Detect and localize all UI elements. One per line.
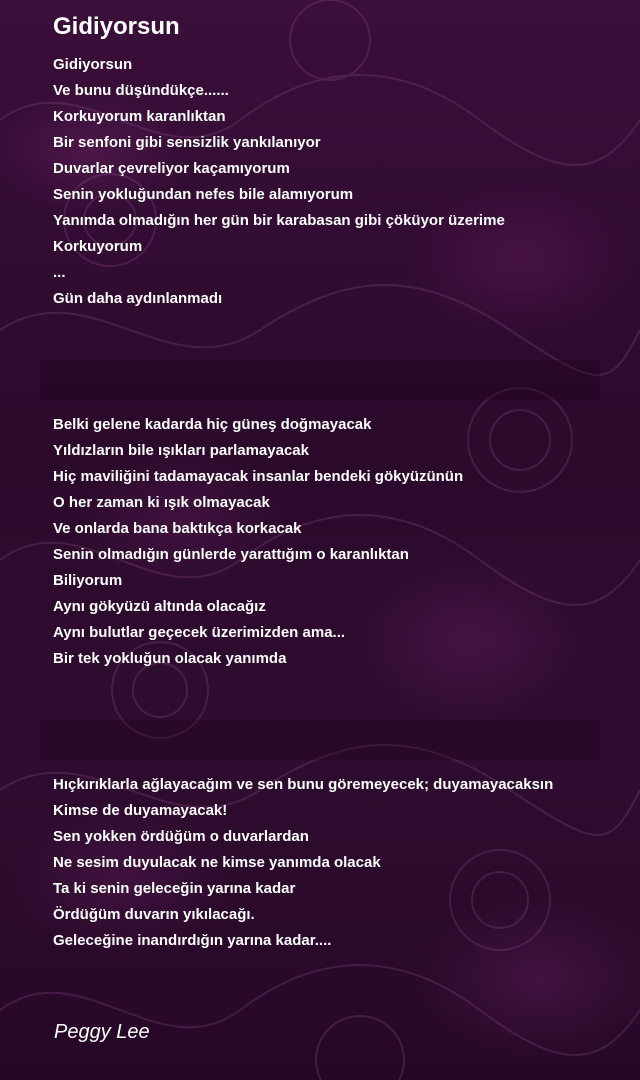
poem-line: Hiç maviliğini tadamayacak insanlar bendeki gökyüzünün — [53, 468, 464, 485]
stanza-divider-band — [40, 720, 600, 760]
poem-line: Ta ki senin geleceğin yarına kadar — [53, 880, 296, 897]
poem-line: Kimse de duyamayacak! — [53, 802, 228, 819]
poem-line: Ördüğüm duvarın yıkılacağı. — [53, 906, 255, 923]
poem-line: Aynı gökyüzü altında olacağız — [53, 598, 266, 615]
poem-line: Yıldızların bile ışıkları parlamayacak — [53, 442, 309, 459]
poem-line: Sen yokken ördüğüm o duvarlardan — [53, 828, 309, 845]
poem-line: Senin yokluğundan nefes bile alamıyorum — [53, 186, 354, 203]
poem-line: Gidiyorsun — [53, 56, 133, 73]
poem-line: Korkuyorum karanlıktan — [53, 108, 226, 125]
poem-line: Biliyorum — [53, 572, 123, 589]
poem-line: Bir tek yokluğun olacak yanımda — [53, 650, 287, 667]
poem-line: Ve onlarda bana baktıkça korkacak — [53, 520, 302, 537]
poem-line: Ne sesim duyulacak ne kimse yanımda olacak — [53, 854, 381, 871]
poem-line: Hıçkırıklarla ağlayacağım ve sen bunu göremeyecek; duyamayacaksın — [53, 776, 554, 793]
poem-line: Ve bunu düşündükçe...... — [53, 82, 229, 99]
poem-line: Gün daha aydınlanmadı — [53, 290, 223, 307]
poem-stanza-3 — [53, 772, 553, 954]
poem-line: Aynı bulutlar geçecek üzerimizden ama... — [53, 624, 346, 641]
poem-line: Geleceğine inandırdığın yarına kadar.... — [53, 932, 332, 949]
poem-line: ... — [53, 264, 66, 281]
poem-author: Peggy Lee — [54, 1021, 150, 1043]
poem-line: Korkuyorum — [53, 238, 143, 255]
poem-line: Bir senfoni gibi sensizlik yankılanıyor — [53, 134, 321, 151]
poem-stanza-1 — [53, 52, 505, 312]
poem-line: Duvarlar çevreliyor kaçamıyorum — [53, 160, 290, 177]
poem-line: O her zaman ki ışık olmayacak — [53, 494, 270, 511]
poem-line: Yanımda olmadığın her gün bir karabasan gibi çöküyor üzerime — [53, 212, 505, 229]
poem-line: Belki gelene kadarda hiç güneş doğmayacak — [53, 416, 372, 433]
poem-stanza-2 — [53, 412, 463, 672]
stanza-divider-band — [40, 360, 600, 400]
poem-line: Senin olmadığın günlerde yarattığım o karanlıktan — [53, 546, 409, 563]
poem-title: Gidiyorsun — [53, 13, 180, 40]
